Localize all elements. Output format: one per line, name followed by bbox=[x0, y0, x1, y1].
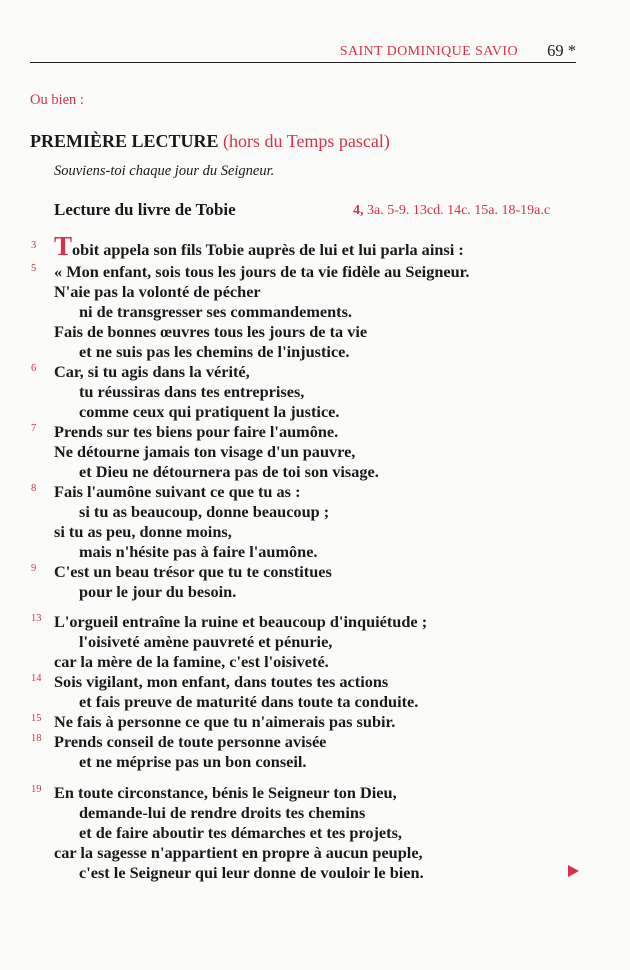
text-line: et ne suis pas les chemins de l'injustice. bbox=[79, 342, 350, 361]
verse-number: 14 bbox=[31, 673, 42, 684]
text-line: Prends conseil de toute personne avisée bbox=[54, 732, 327, 751]
text-line: Ne détourne jamais ton visage d'un pauvre, bbox=[54, 442, 356, 461]
text-line: comme ceux qui pratiquent la justice. bbox=[79, 402, 340, 421]
text-line: Car, si tu agis dans la vérité, bbox=[54, 362, 250, 381]
lecture-label: PREMIÈRE LECTURE bbox=[30, 131, 219, 151]
verse-number: 6 bbox=[31, 363, 37, 374]
reading-title: Lecture du livre de Tobie bbox=[54, 200, 236, 219]
verse-number: 7 bbox=[31, 423, 37, 434]
text-line: tu réussiras dans tes entreprises, bbox=[79, 382, 305, 401]
text-line: et fais preuve de maturité dans toute ta conduite. bbox=[79, 692, 419, 711]
text-line: ni de transgresser ses commandements. bbox=[79, 302, 352, 321]
text-line: En toute circonstance, bénis le Seigneur ton Dieu, bbox=[54, 783, 397, 802]
text-line: mais n'hésite pas à faire l'aumône. bbox=[79, 542, 318, 561]
reading-reference bbox=[353, 203, 550, 219]
text-line: si tu as beaucoup, donne beaucoup ; bbox=[79, 502, 330, 521]
verse-number: 5 bbox=[31, 263, 37, 274]
verse-number: 9 bbox=[31, 563, 37, 574]
text-line: L'orgueil entraîne la ruine et beaucoup d'inquiétude ; bbox=[54, 612, 428, 631]
text-line: C'est un beau trésor que tu te constitues bbox=[54, 562, 332, 581]
reference-verses: 3a. 5-9. 13cd. 14c. 15a. 18-19a.c bbox=[367, 203, 551, 218]
page-number: 69 * bbox=[547, 41, 576, 60]
text-line: « Mon enfant, sois tous les jours de ta vie fidèle au Seigneur. bbox=[54, 262, 470, 281]
running-header bbox=[30, 36, 576, 63]
reference-chapter: 4, bbox=[353, 203, 364, 218]
text-line: et de faire aboutir tes démarches et tes projets, bbox=[79, 823, 402, 842]
verse-number: 19 bbox=[31, 784, 42, 795]
text-line: si tu as peu, donne moins, bbox=[54, 522, 232, 541]
drop-cap: T bbox=[54, 231, 73, 261]
reading-motto: Souviens-toi chaque jour du Seigneur. bbox=[54, 163, 275, 179]
lecture-season: (hors du Temps pascal) bbox=[223, 131, 390, 151]
text-line: Tobit appela son fils Tobie auprès de lui et lui parla ainsi : bbox=[54, 231, 464, 261]
text-line: Fais de bonnes œuvres tous les jours de ta vie bbox=[54, 322, 368, 341]
text-line: et ne méprise pas un bon conseil. bbox=[79, 752, 307, 771]
text-line: et Dieu ne détournera pas de toi son visage. bbox=[79, 462, 379, 481]
verse-number: 8 bbox=[31, 483, 37, 494]
text-line: Sois vigilant, mon enfant, dans toutes tes actions bbox=[54, 672, 389, 691]
continue-arrow-icon bbox=[568, 865, 579, 877]
verse-number: 18 bbox=[31, 733, 42, 744]
text-line: Fais l'aumône suivant ce que tu as : bbox=[54, 482, 301, 501]
text-line: pour le jour du besoin. bbox=[79, 582, 237, 601]
verse-number: 3 bbox=[31, 240, 37, 251]
text-line: c'est le Seigneur qui leur donne de vouloir le bien. bbox=[79, 863, 424, 882]
text-line: Prends sur tes biens pour faire l'aumône. bbox=[54, 422, 339, 441]
lecture-heading bbox=[30, 131, 390, 152]
text-line: car la sagesse n'appartient en propre à aucun peuple, bbox=[54, 843, 423, 862]
running-title: SAINT DOMINIQUE SAVIO bbox=[339, 44, 518, 59]
verse-number: 13 bbox=[31, 613, 42, 624]
text-line: l'oisiveté amène pauvreté et pénurie, bbox=[79, 632, 333, 651]
text-line: demande-lui de rendre droits tes chemins bbox=[79, 803, 366, 822]
alternative-label: Ou bien : bbox=[30, 92, 84, 108]
verse-number: 15 bbox=[31, 713, 42, 724]
text-line: car la mère de la famine, c'est l'oisiveté. bbox=[54, 652, 329, 671]
text-line: Ne fais à personne ce que tu n'aimerais pas subir. bbox=[54, 712, 396, 731]
text-line: N'aie pas la volonté de pécher bbox=[54, 282, 261, 301]
